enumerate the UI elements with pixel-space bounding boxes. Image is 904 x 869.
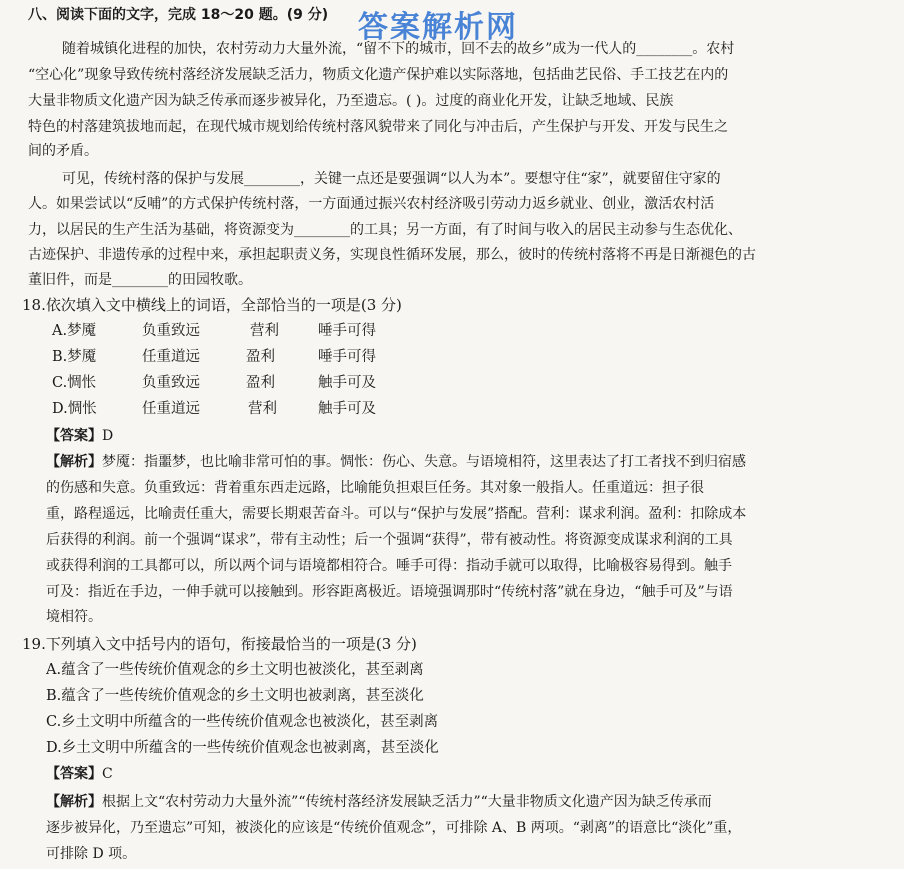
q19-stem: 19.下列填入文中括号内的语句，衔接最恰当的一项是(3 分): [22, 635, 417, 653]
q19-option: B.蕴含了一些传统价值观念的乡土文明也被剥离，甚至淡化: [46, 688, 424, 704]
q19-analysis-line: [46, 791, 892, 813]
q18-option-word: 营利: [250, 323, 279, 339]
q18-option-word: 触手可及: [318, 375, 376, 391]
analysis-label: 【解析】: [46, 454, 102, 470]
answer-value: C: [102, 766, 113, 782]
q18-option-word: 任重道远: [142, 349, 200, 365]
q18-option-letter: A.梦魇: [52, 323, 97, 339]
q18-analysis-line: 境相符。: [46, 609, 102, 625]
passage-line: 特色的村落建筑拔地而起，在现代城市规划给传统村落风貌带来了同化与冲击后，产生保护与开发、开发与民生之: [28, 119, 728, 135]
passage-line: 间的矛盾。: [28, 143, 98, 159]
q18-answer: [46, 425, 904, 447]
passage-line: 可见，传统村落的保护与发展________，关键一点还是要强调“以人为本”。要想守住“家”，就要留住守家的: [62, 171, 721, 187]
analysis-text: 梦魇：指噩梦，也比喻非常可怕的事。惆怅：伤心、失意。与语境相符，这里表达了打工者找不到归宿感: [102, 454, 746, 470]
answer-label: 【答案】: [46, 428, 102, 444]
q18-analysis-line: [46, 451, 892, 473]
passage-line: 人。如果尝试以“反哺”的方式保护传统村落，一方面通过振兴农村经济吸引劳动力返乡就业、创业，激活农村活: [28, 196, 715, 212]
q18-option-word: 负重致远: [142, 323, 200, 339]
q18-analysis-line: 可及：指近在手边，一伸手就可以接触到。形容距离极近。语境强调那时“传统村落”就在身边，“触手可及”与语: [46, 584, 733, 600]
q19-answer: [46, 763, 904, 785]
q18-option-word: 营利: [248, 401, 277, 417]
q18-option-word: 任重道远: [142, 401, 200, 417]
q19-option: C.乡土文明中所蕴含的一些传统价值观念也被淡化，甚至剥离: [46, 714, 439, 730]
passage-line: 董旧件，而是________的田园牧歌。: [28, 272, 252, 288]
answer-label: 【答案】: [46, 766, 102, 782]
passage-line: “空心化”现象导致传统村落经济发展缺乏活力，物质文化遗产保护难以实际落地，包括曲艺民俗、手工技艺在内的: [28, 67, 729, 83]
q18-option-word: 唾手可得: [318, 323, 376, 339]
q18-option-word: 盈利: [246, 375, 275, 391]
q18-option-word: 盈利: [246, 349, 275, 365]
q18-analysis-line: 或获得利润的工具都可以，所以两个词与语境都相符合。唾手可得：指动手就可以取得，比喻极容易得到。触手: [46, 558, 732, 574]
q18-option-letter: B.梦魇: [52, 349, 97, 365]
q18-option-letter: D.惆怅: [52, 401, 97, 417]
q18-option-letter: C.惆怅: [52, 375, 97, 391]
q18-option-word: 负重致远: [142, 375, 200, 391]
analysis-label: 【解析】: [46, 794, 102, 810]
q18-option-word: 触手可及: [318, 401, 376, 417]
passage-line: 大量非物质文化遗产因为缺乏传承而逐步被异化，乃至遗忘。( )。过度的商业化开发，让缺乏地域、民族: [28, 93, 674, 109]
q19-analysis-line: 可排除 D 项。: [46, 846, 137, 862]
q18-analysis-line: 后获得的利润。前一个强调“谋求”，带有主动性；后一个强调“获得”，带有被动性。将资源变成谋求利润的工具: [46, 532, 733, 548]
section-heading: 八、阅读下面的文字，完成 18～20 题。(9 分): [28, 7, 329, 23]
answer-value: D: [102, 428, 114, 444]
q18-analysis-line: 重，路程遥远，比喻责任重大，需要长期艰苦奋斗。可以与“保护与发展”搭配。营利：谋求利润。盈利：扣除成本: [46, 506, 747, 522]
passage-line: 随着城镇化进程的加快，农村劳动力大量外流，“留不下的城市，回不去的故乡”成为一代人的________。农村: [62, 41, 735, 57]
q18-option-word: 唾手可得: [318, 349, 376, 365]
analysis-text: 根据上文“农村劳动力大量外流”“传统村落经济发展缺乏活力”“大量非物质文化遗产因为缺乏传承而: [102, 794, 712, 810]
q19-option: D.乡土文明中所蕴含的一些传统价值观念也被剥离，甚至淡化: [46, 740, 439, 756]
watermark: 答案解析网: [358, 10, 518, 45]
q18-stem: 18.依次填入文中横线上的词语，全部恰当的一项是(3 分): [22, 296, 402, 314]
passage-line: 古迹保护、非遗传承的过程中来，承担起职责义务，实现良性循环发展，那么，彼时的传统村落将不再是日渐褪色的古: [28, 247, 756, 263]
q19-analysis-line: 逐步被异化，乃至遗忘”可知，被淡化的应该是“传统价值观念”，可排除 A、B 两项。“剥离”的语意比“淡化”重，: [46, 820, 742, 836]
passage-line: 力，以居民的生产生活为基础，将资源变为________的工具；另一方面，有了时间与收入的居民主动参与生态优化、: [28, 222, 742, 238]
q18-analysis-line: 的伤感和失意。负重致远：背着重东西走远路，比喻能负担艰巨任务。其对象一般指人。任重道远：担子很: [46, 480, 704, 496]
q19-option: A.蕴含了一些传统价值观念的乡土文明也被淡化，甚至剥离: [46, 662, 424, 678]
